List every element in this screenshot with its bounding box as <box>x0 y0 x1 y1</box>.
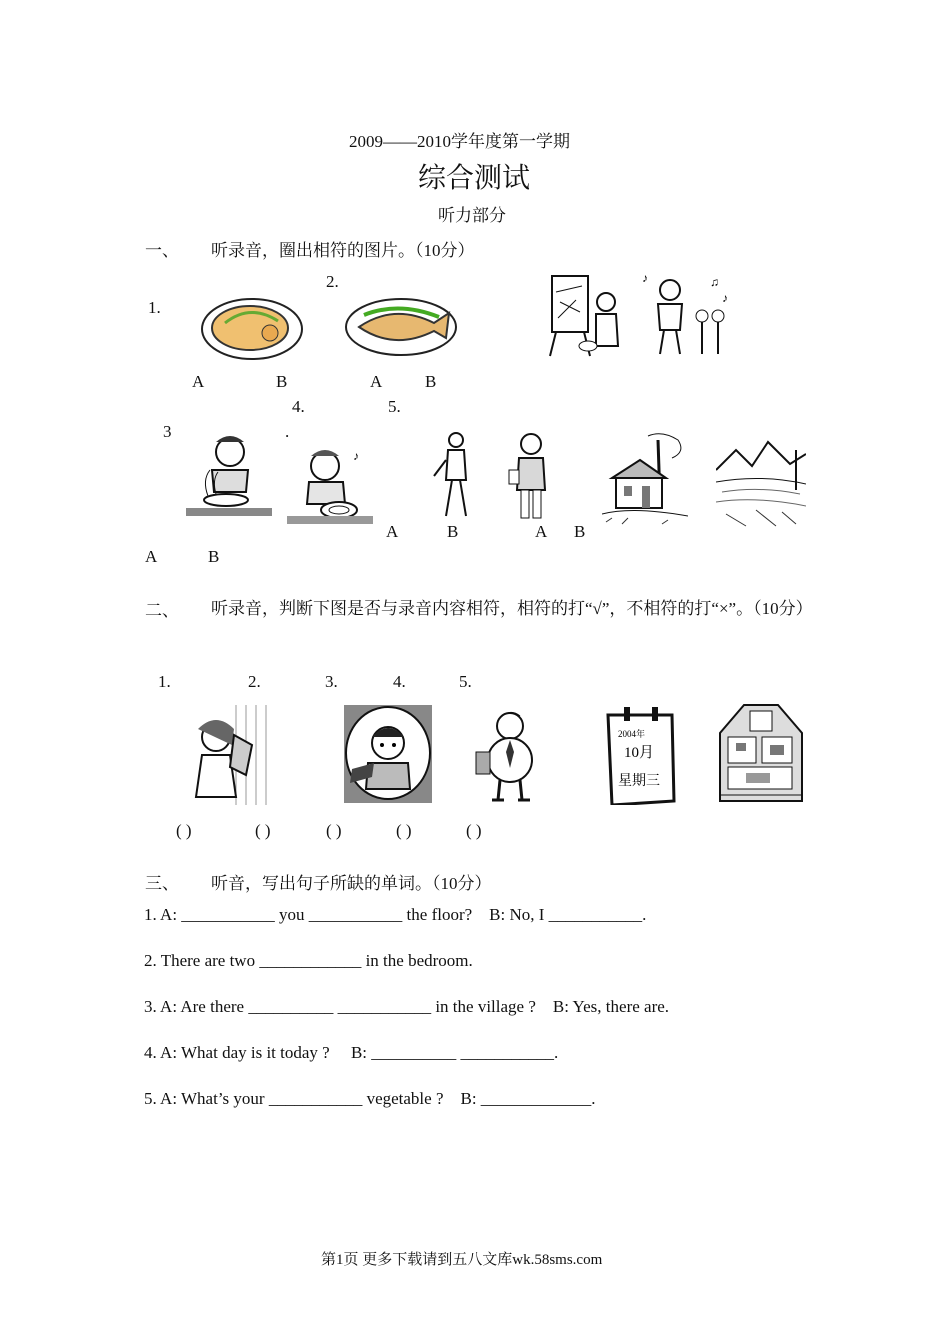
svg-text:♫: ♫ <box>710 275 719 289</box>
calendar-image <box>604 705 678 805</box>
p2-number-1: 1. <box>158 672 171 691</box>
woman-walking-image <box>430 430 476 520</box>
p1-option-1a: A <box>192 372 205 391</box>
part1-number: 一、 <box>145 241 179 260</box>
p3-sentence-3: 3. A: Are there __________ ___________ in the village ? B: Yes, there are. <box>144 997 670 1016</box>
p2-number-2: 2. <box>248 672 261 691</box>
chicken-plate-image <box>200 293 304 361</box>
man-standing-image <box>501 430 561 520</box>
p1-option-4b: B <box>447 522 459 541</box>
part2-number: 二、 <box>145 601 179 620</box>
calendar-month: 10月 <box>624 745 655 761</box>
p2-answer-1[interactable]: ( ) <box>176 821 192 840</box>
part3-instruction: 听音，写出句子所缺的单词。（10分） <box>211 874 492 893</box>
p1-option-2b: B <box>425 372 437 391</box>
p2-answer-3[interactable]: ( ) <box>326 821 342 840</box>
p1-label-3: 3 <box>163 422 172 441</box>
singing-girl-image <box>630 268 734 358</box>
part3-number: 三、 <box>145 874 179 893</box>
p2-answer-4[interactable]: ( ) <box>396 821 412 840</box>
part2-instruction: 听录音，判断下图是否与录音内容相符，相符的打“√”，不相符的打“×”。（10分） <box>211 599 813 618</box>
p3-sentence-5: 5. A: What’s your ___________ vegetable ? B: _____________. <box>144 1089 596 1108</box>
p1-option-2a: A <box>370 372 383 391</box>
p2-number-5: 5. <box>459 672 472 691</box>
p1-option-1b: B <box>276 372 288 391</box>
p2-number-4: 4. <box>393 672 406 691</box>
page-footer: 第1页 更多下载请到五八文库wk.58sms.com <box>321 1252 603 1268</box>
washing-dishes-image <box>287 442 373 524</box>
p3-sentence-4: 4. A: What day is it today ? B: __________ ___________. <box>144 1043 559 1062</box>
village-house-image <box>602 430 688 528</box>
p1-label-4: 4. <box>292 397 305 416</box>
term-heading: 2009——2010学年度第一学期 <box>349 132 570 151</box>
page-title: 综合测试 <box>418 163 531 194</box>
p1-label-1: 1. <box>148 298 161 317</box>
fat-man-image <box>470 708 548 804</box>
p2-answer-5[interactable]: ( ) <box>466 821 482 840</box>
p1-option-4a: A <box>386 522 399 541</box>
svg-text:♪: ♪ <box>353 449 359 463</box>
p1-option-3a: A <box>145 547 158 566</box>
p2-answer-2[interactable]: ( ) <box>255 821 271 840</box>
p1-option-3b: B <box>208 547 220 566</box>
painting-boy-image <box>546 272 626 358</box>
girl-clothes-image <box>186 705 278 805</box>
calendar-weekday: 星期三 <box>618 774 660 789</box>
p1-label-2: 2. <box>326 272 339 291</box>
p3-sentence-1: 1. A: ___________ you ___________ the floor? B: No, I ___________. <box>144 905 647 924</box>
lake-landscape-image <box>716 430 806 528</box>
p3-sentence-2: 2. There are two ____________ in the bedroom. <box>144 951 473 970</box>
p1-option-5b: B <box>574 522 586 541</box>
boy-circle-image <box>344 705 432 803</box>
p1-label-3-dot: . <box>285 422 290 441</box>
svg-text:♪: ♪ <box>722 291 728 305</box>
svg-text:♪: ♪ <box>642 271 648 285</box>
part1-instruction: 听录音，圈出相符的图片。（10分） <box>211 241 475 260</box>
section-heading: 听力部分 <box>438 206 506 225</box>
calendar-year: 2004年 <box>618 729 646 739</box>
p1-label-5: 5. <box>388 397 401 416</box>
fish-plate-image <box>344 293 458 357</box>
p1-option-5a: A <box>535 522 548 541</box>
p2-number-3: 3. <box>325 672 338 691</box>
house-floorplan-image <box>716 703 806 805</box>
cooking-girl-image <box>186 430 272 518</box>
